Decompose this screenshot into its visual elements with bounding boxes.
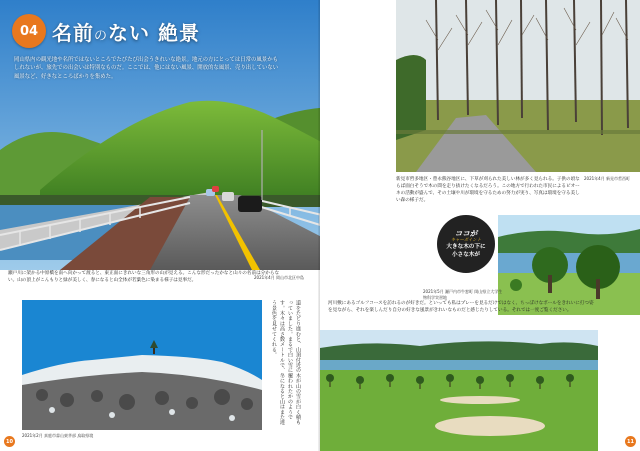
- hero-caption: 瀬戸川に架かる中原橋を南へ向かって渡ると、東正面にきれいな三角形の山が見える。こんな形だったかなと山々の名前は分からない。山の頂上がこんもりと緑が美しく、春になると山全体が若葉色に染まる様子は見事だ。: [8, 271, 280, 283]
- point-label-koko: ココが: [454, 229, 478, 238]
- title-part1: 名前: [52, 20, 94, 45]
- point-label-line3: 大きな木の下に: [446, 244, 486, 250]
- point-label-line4: 小さな木が: [452, 251, 480, 258]
- snow-photo-credit: 2021年2月 真庭市蒜山東茅部 鳥取県境: [22, 433, 94, 438]
- title-part2: ない: [108, 20, 151, 45]
- hero-photo-credit: 2021年4月 岡山市北区中島: [254, 275, 304, 280]
- snow-vertical-text: 道をたどり進むと、山頂付近の木が山の雪が白く積もっていました。まるで白い雪に覆われたかのようです。木々は高さ数メートルで、冬になると山はまた違う景色を見せてくれる。: [271, 300, 301, 425]
- feature-intro: 岡山県内の観光地や名所ではないところでたびたび出会うきれいな絶景。地元の方にとっては日常の風景かもしれないが、旅先での出会いは特別なものだ。ここでは、他にはない風景、開放的な風景、売り出していない風景など、好きなところばかりを集めた。: [14, 57, 279, 80]
- golf-course-photo: [320, 330, 598, 451]
- feature-heading: [52, 17, 200, 46]
- snow-mountain-photo: [22, 300, 262, 430]
- point-bubble: [437, 215, 495, 273]
- lake-photo-credit: 2021年5月 瀬戸内市牛窓町 岡山県立大学生物科学実習地: [423, 289, 503, 300]
- golf-caption: 河川敷にあるゴルフコースを訪れるのが好きだ。といっても私はプレーを見るだけではなく、ちっぽけなボールをきれいに打つ姿を見ながら、それを楽しんだり自分の好きな風景がきれいなものだと感じたりしている。それでは一度ご覧ください。: [328, 301, 594, 313]
- feature-title: [12, 14, 200, 48]
- page-number-left: 10: [4, 436, 15, 447]
- page-number-right: 11: [625, 436, 636, 447]
- title-part3: 絶景: [157, 20, 200, 45]
- trees-photo-credit: 2021年4月 新見市哲西町: [584, 176, 630, 181]
- title-small: の: [94, 28, 109, 44]
- point-label-sub: キャーポイント: [450, 238, 482, 243]
- forest-path-photo: [396, 0, 640, 172]
- trees-caption: 新見市哲多地区・豊永熊谷地区に、下草が刈られた美しい林が多く見られる。子供の頃ならば面白そうで木の間を走り抜けたくなるだろう。この地方で行われた市民によるピオーネの活動が盛んで、その土壌や川が環境を守るための努力が実り、写真は環境を守る美しい森の様子だ。: [396, 177, 580, 203]
- feature-number-badge: 04: [12, 14, 46, 48]
